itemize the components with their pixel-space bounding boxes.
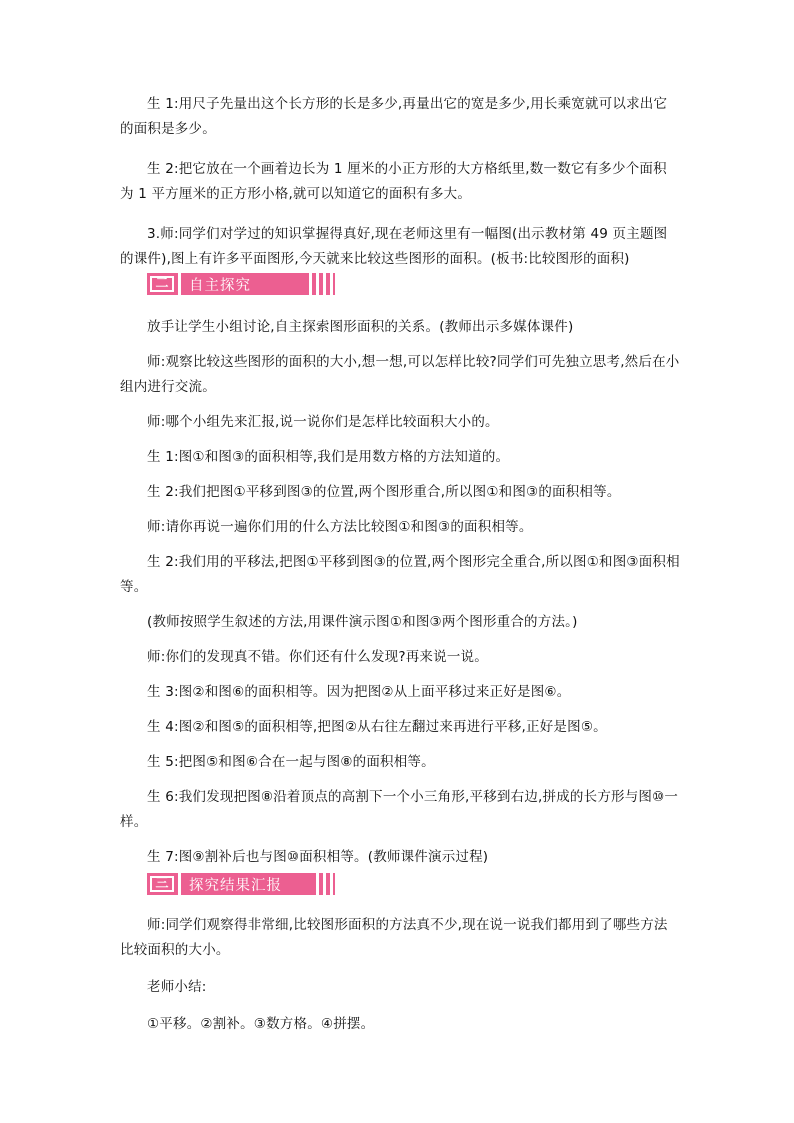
decorative-stripes — [312, 873, 333, 895]
section-header-3 — [120, 873, 680, 895]
paragraph: 生 3:图②和图⑥的面积相等。因为把图②从上面平移过来正好是图⑥。 — [147, 684, 571, 700]
explore-block — [120, 315, 680, 870]
paragraph: 生 1:用尺子先量出这个长方形的长是多少,再量出它的宽是多少,用长乘宽就可以求出它的面积是多少。 — [120, 96, 668, 137]
decorative-stripes — [305, 273, 333, 295]
paragraph: 生 7:图⑨割补后也与图⑩面积相等。(教师课件演示过程) — [147, 849, 489, 865]
summary-block — [120, 913, 680, 1037]
paragraph: 生 2:我们把图①平移到图③的位置,两个图形重合,所以图①和图③的面积相等。 — [147, 484, 621, 500]
paragraph: (教师按照学生叙述的方法,用课件演示图①和图③两个图形重合的方法。) — [147, 614, 578, 630]
paragraph: 生 6:我们发现把图⑧沿着顶点的高割下一个小三角形,平移到右边,拼成的长方形与图⑩一样。 — [120, 789, 679, 830]
paragraph: 师:你们的发现真不错。你们还有什么发现?再来说一说。 — [147, 649, 488, 665]
divider — [178, 273, 181, 295]
paragraph: 3.师:同学们对学过的知识掌握得真好,现在老师这里有一幅图(出示教材第 49 页主题图的课件),图上有许多平面图形,今天就来比较这些图形的面积。(板书:比较图形的面积) — [120, 226, 668, 267]
section-number: 二 — [150, 276, 174, 292]
paragraph: 师:哪个小组先来汇报,说一说你们是怎样比较面积大小的。 — [147, 414, 499, 430]
paragraph: 师:观察比较这些图形的面积的大小,想一想,可以怎样比较?同学们可先独立思考,然后在小组内进行交流。 — [120, 354, 680, 395]
paragraph: ①平移。②割补。③数方格。④拼摆。 — [147, 1016, 375, 1032]
divider — [178, 873, 181, 895]
section-header-2 — [120, 273, 680, 295]
paragraph: 生 5:把图⑤和图⑥合在一起与图⑧的面积相等。 — [147, 754, 435, 770]
section-title: 探究结果汇报 — [189, 877, 282, 894]
section-title: 自主探究 — [189, 277, 251, 294]
section-banner — [147, 273, 335, 295]
section-number: 三 — [150, 876, 174, 892]
paragraph: 生 2:把它放在一个画着边长为 1 厘米的小正方形的大方格纸里,数一数它有多少个面积为 1 平方厘米的正方形小格,就可以知道它的面积有多大。 — [120, 161, 667, 202]
intro-block — [120, 92, 680, 272]
paragraph: 师:请你再说一遍你们用的什么方法比较图①和图③的面积相等。 — [147, 519, 533, 535]
paragraph: 生 2:我们用的平移法,把图①平移到图③的位置,两个图形完全重合,所以图①和图③面积相等。 — [120, 554, 680, 595]
paragraph: 放手让学生小组讨论,自主探索图形面积的关系。(教师出示多媒体课件) — [147, 319, 574, 335]
section-banner — [147, 873, 335, 895]
paragraph: 生 1:图①和图③的面积相等,我们是用数方格的方法知道的。 — [147, 449, 510, 465]
paragraph: 师:同学们观察得非常细,比较图形面积的方法真不少,现在说一说我们都用到了哪些方法比较面积的大小。 — [120, 917, 668, 958]
paragraph: 老师小结: — [147, 979, 207, 995]
paragraph: 生 4:图②和图⑤的面积相等,把图②从右往左翻过来再进行平移,正好是图⑤。 — [147, 719, 607, 735]
